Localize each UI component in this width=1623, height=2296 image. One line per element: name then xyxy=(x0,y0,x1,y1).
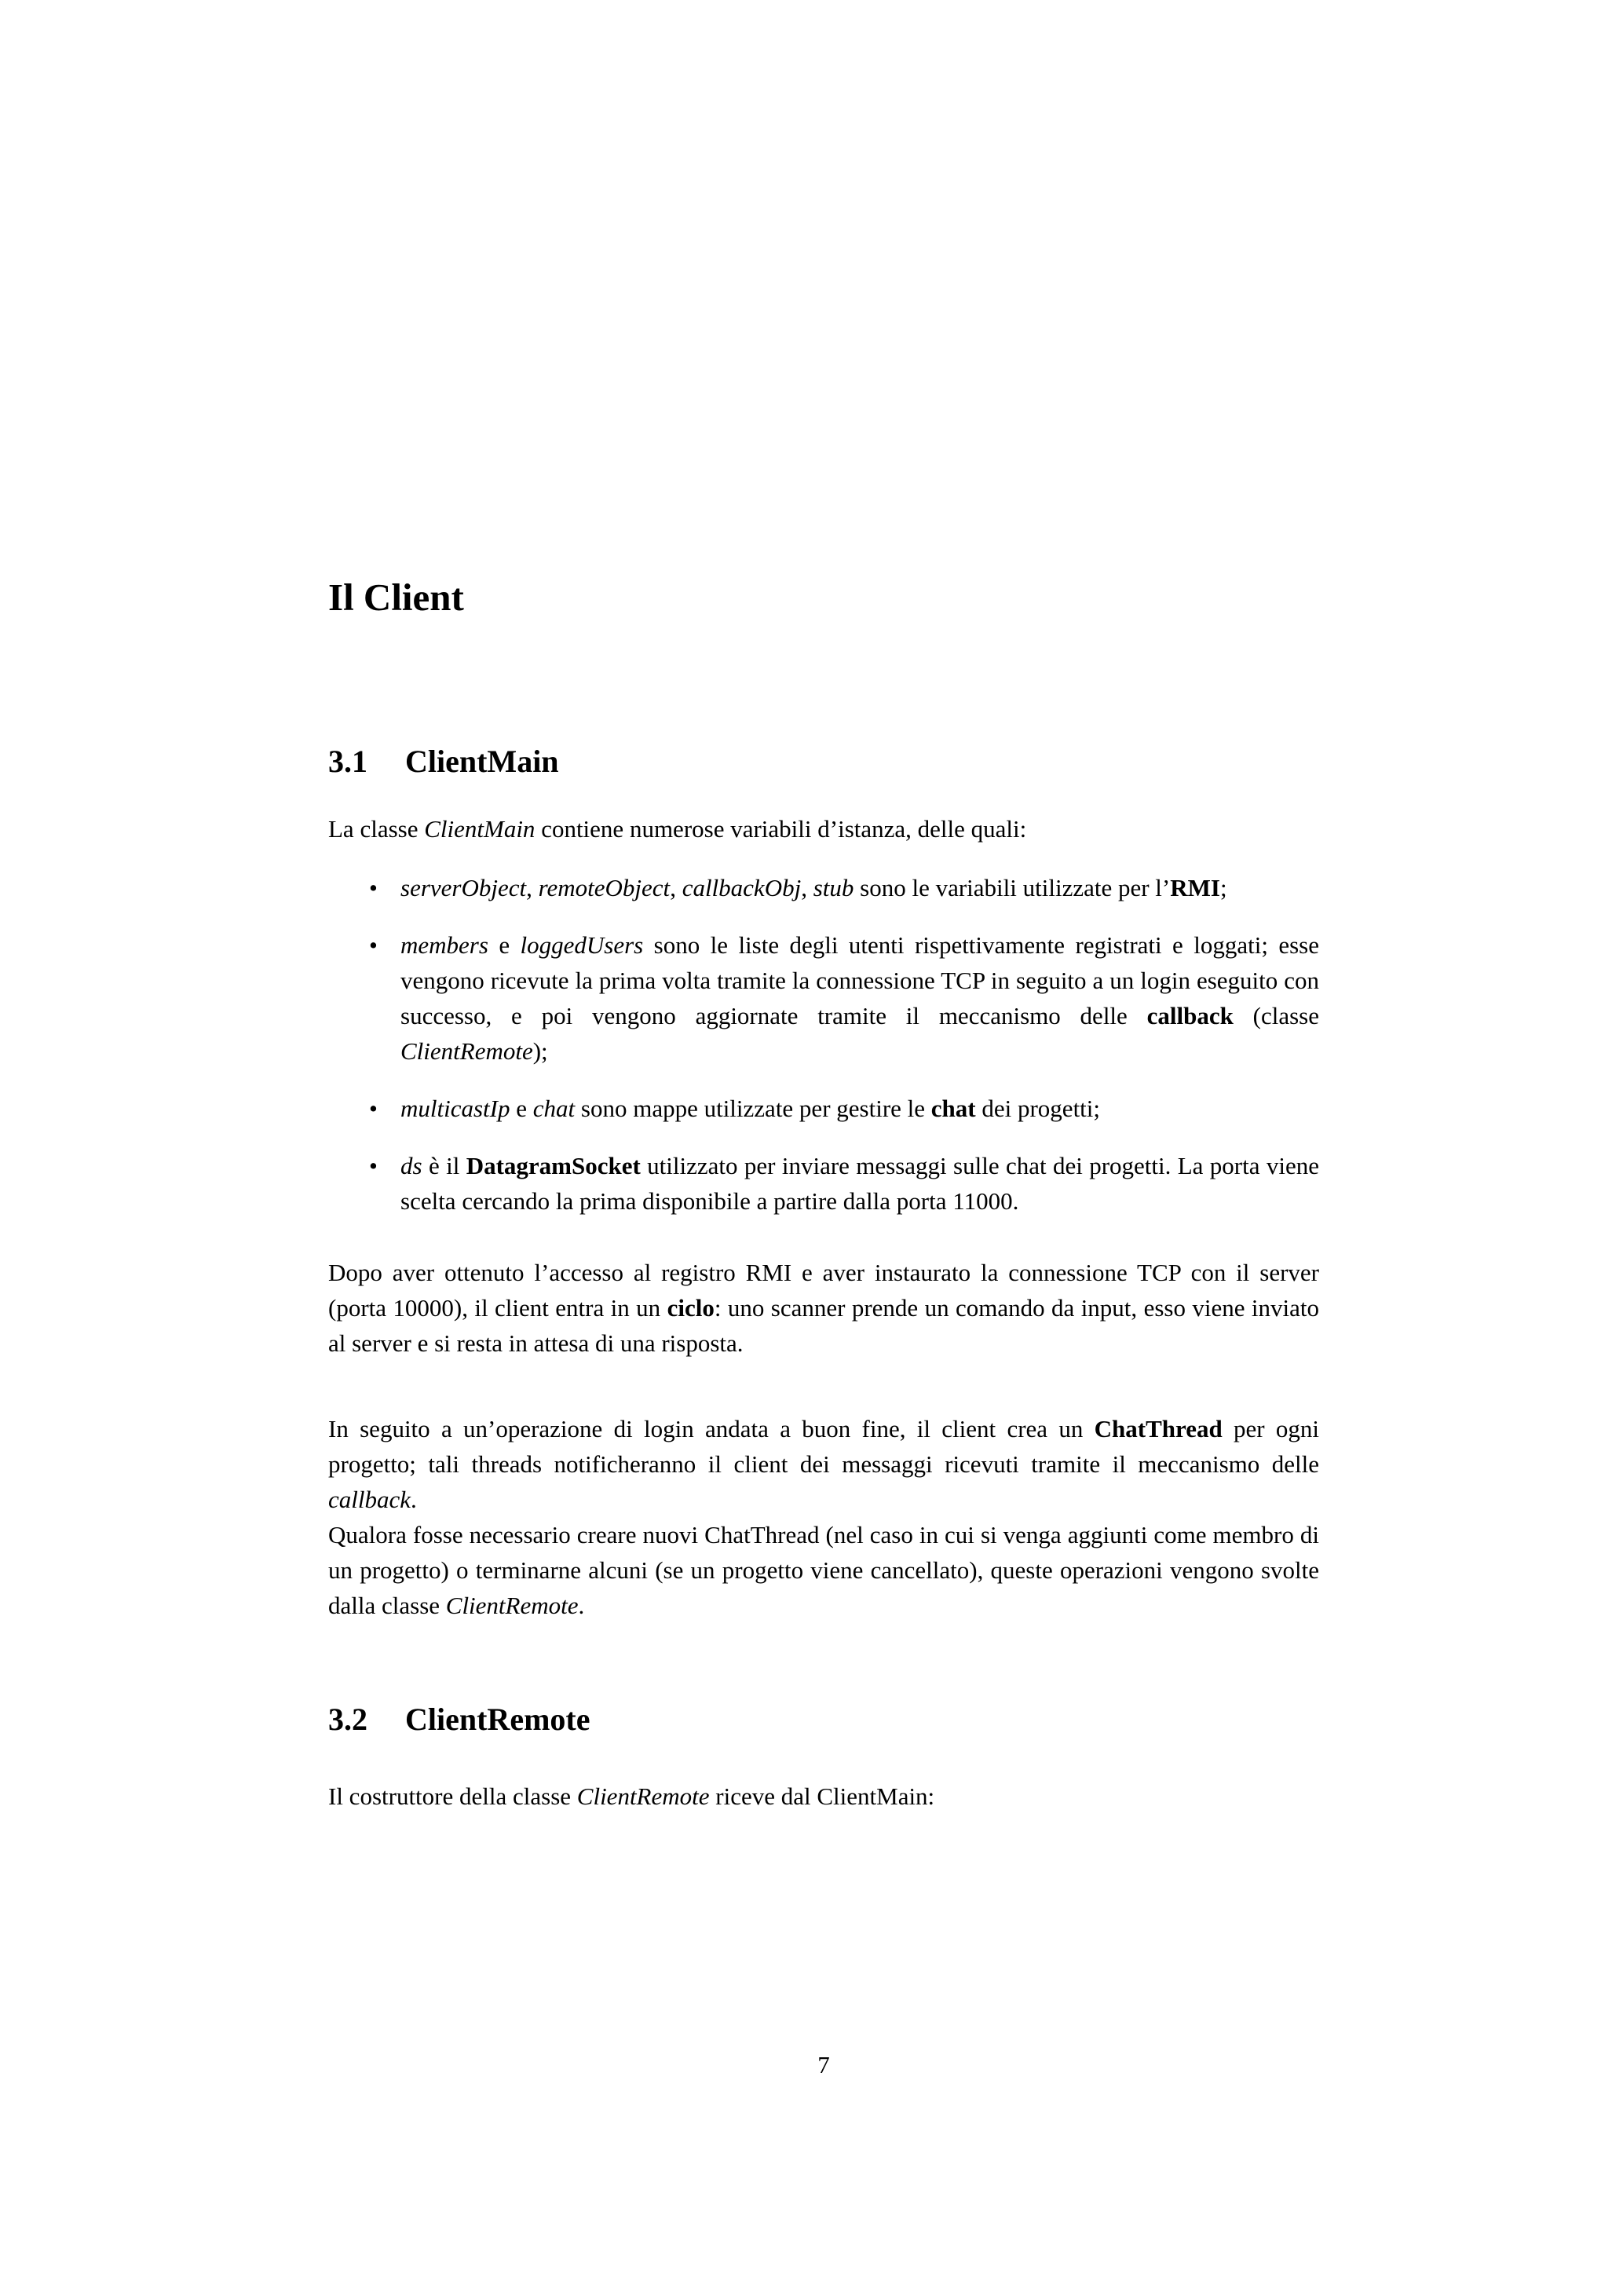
inline-text: La classe xyxy=(328,815,425,843)
paragraph-chatthread xyxy=(328,1411,1319,1517)
inline-text: utilizzato per inviare messaggi sulle chat dei progetti. La porta viene scelta cercando la prima disponibile a partire dalla porta 11000. xyxy=(400,1152,1319,1216)
inline-text: . xyxy=(411,1486,417,1514)
inline-italic: chat xyxy=(532,1095,576,1123)
inline-italic: callback xyxy=(328,1486,411,1514)
inline-text: dei progetti; xyxy=(975,1095,1101,1123)
inline-italic: loggedUsers xyxy=(520,931,644,960)
section-heading-3-1 xyxy=(328,744,1319,780)
inline-italic: members xyxy=(400,931,488,960)
bullet-list xyxy=(328,870,1319,1219)
inline-text: (classe xyxy=(1233,1002,1319,1030)
inline-text: ); xyxy=(532,1037,548,1066)
inline-text: riceve dal ClientMain: xyxy=(709,1782,935,1811)
text-block xyxy=(328,0,1319,1814)
inline-italic: ClientRemote xyxy=(445,1592,579,1620)
inline-text: Dopo aver ottenuto l’accesso al registro RMI e aver instaurato la connessione TCP con il server (porta 10000), il client entra in un xyxy=(328,1259,1319,1322)
section-heading-3-2 xyxy=(328,1702,1319,1738)
section-title: ClientMain xyxy=(405,744,559,780)
inline-bold: ChatThread xyxy=(1094,1415,1223,1443)
inline-text: contiene numerose variabili d’istanza, delle quali: xyxy=(535,815,1027,843)
inline-italic: stub xyxy=(813,874,854,902)
inline-italic: ClientMain xyxy=(424,815,536,843)
list-item-datagramsocket xyxy=(400,1148,1319,1219)
inline-text: In seguito a un’operazione di login andata a buon fine, il client crea un xyxy=(328,1415,1095,1443)
inline-text: sono le liste degli utenti rispettivamente registrati e loggati; esse vengono ricevute la prima volta tramite la connessione TCP in seguito a un login eseguito con successo, e poi vengono aggiornate tramite il meccanismo delle xyxy=(400,931,1320,1030)
list-item-server-object xyxy=(400,870,1319,905)
inline-text: e xyxy=(488,931,521,960)
inline-bold: DatagramSocket xyxy=(466,1152,641,1180)
inline-bold: RMI xyxy=(1170,874,1220,902)
paragraph-intro-3-2 xyxy=(328,1779,1319,1814)
inline-bold: chat xyxy=(930,1095,976,1123)
inline-text: : uno scanner prende un comando da input, esso viene inviato al server e si resta in attesa di una risposta. xyxy=(328,1294,1319,1358)
inline-italic: ds xyxy=(400,1152,422,1180)
paragraph-ciclo xyxy=(328,1255,1319,1361)
list-item-multicastip xyxy=(400,1091,1319,1126)
section-number: 3.2 xyxy=(328,1702,367,1738)
section-number: 3.1 xyxy=(328,744,367,780)
paragraph-intro-3-1 xyxy=(328,811,1319,846)
inline-italic: remoteObject xyxy=(538,874,671,902)
inline-italic: ClientRemote xyxy=(576,1782,710,1811)
chapter-title: Il Client xyxy=(328,576,464,619)
inline-text: , xyxy=(801,874,813,902)
inline-text: e xyxy=(510,1095,533,1123)
inline-bold: callback xyxy=(1146,1002,1234,1030)
inline-text: sono le variabili utilizzate per l’ xyxy=(854,874,1171,902)
list-item-members xyxy=(400,927,1319,1069)
inline-text: . xyxy=(578,1592,585,1620)
inline-bold: ciclo xyxy=(667,1294,715,1322)
inline-text: , xyxy=(526,874,539,902)
inline-text: Qualora fosse necessario creare nuovi ChatThread (nel caso in cui si venga aggiunti come membro di un progetto) o terminarne alcuni (se un progetto viene cancellato), queste operazioni vengono svolte dalla classe xyxy=(328,1521,1319,1620)
inline-italic: ClientRemote xyxy=(400,1037,533,1066)
inline-italic: multicastIp xyxy=(400,1095,510,1123)
inline-text: per ogni progetto; tali threads notificheranno il client dei messaggi ricevuti tramite il meccanismo delle xyxy=(328,1415,1319,1479)
inline-text: Il costruttore della classe xyxy=(328,1782,577,1811)
inline-italic: callbackObj xyxy=(682,874,802,902)
inline-text: sono mappe utilizzate per gestire le xyxy=(575,1095,931,1123)
inline-text: ; xyxy=(1219,874,1227,902)
section-title: ClientRemote xyxy=(405,1702,590,1738)
inline-text: è il xyxy=(422,1152,466,1180)
inline-italic: serverObject xyxy=(400,874,527,902)
inline-text: , xyxy=(670,874,682,902)
paragraph-qualora xyxy=(328,1517,1319,1623)
page-number: 7 xyxy=(817,2051,830,2078)
